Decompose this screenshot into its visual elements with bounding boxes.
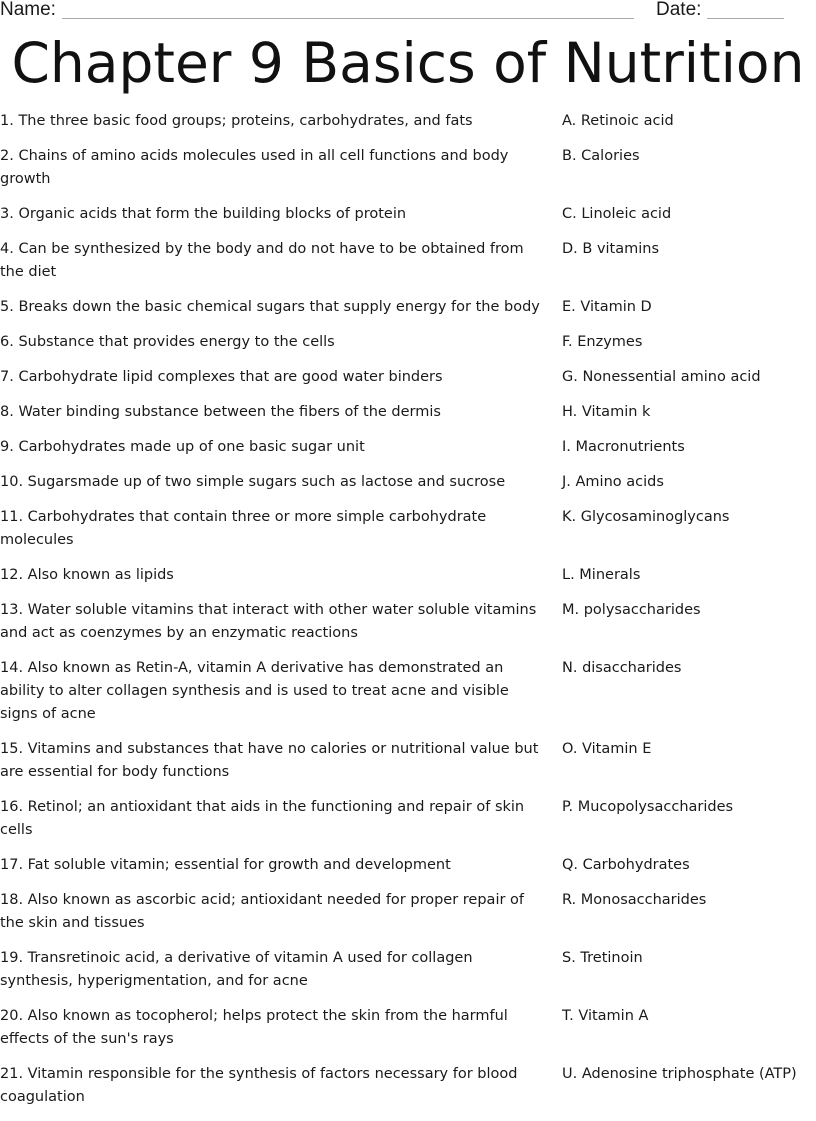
matching-row <box>0 110 816 133</box>
matching-row <box>0 738 816 784</box>
matching-list <box>0 110 816 1121</box>
answer-option: L. Minerals <box>562 567 641 583</box>
question-text: 17. Fat soluble vitamin; essential for growth and development <box>0 857 451 873</box>
matching-row <box>0 599 816 645</box>
answer-option: E. Vitamin D <box>562 299 652 315</box>
matching-row <box>0 564 816 587</box>
question-text: 20. Also known as tocopherol; helps protect the skin from the harmful effects of the sun's rays <box>0 1008 508 1047</box>
question-text: 9. Carbohydrates made up of one basic sugar unit <box>0 439 365 455</box>
answer-option: D. B vitamins <box>562 241 660 257</box>
matching-row <box>0 203 816 226</box>
matching-row <box>0 657 816 726</box>
name-label: Name: <box>0 0 56 20</box>
answer-option: N. disaccharides <box>562 660 682 676</box>
answer-option: B. Calories <box>562 148 640 164</box>
matching-row <box>0 889 816 935</box>
matching-row <box>0 401 816 424</box>
question-text: 21. Vitamin responsible for the synthesis of factors necessary for blood coagulation <box>0 1066 518 1105</box>
answer-option: Q. Carbohydrates <box>562 857 690 873</box>
page-title: Chapter 9 Basics of Nutrition <box>11 31 805 95</box>
matching-row <box>0 796 816 842</box>
matching-row <box>0 1005 816 1051</box>
question-text: 14. Also known as Retin-A, vitamin A derivative has demonstrated an ability to alter collagen synthesis and is used to treat acne and visible signs of acne <box>0 660 509 722</box>
answer-option: R. Monosaccharides <box>562 892 707 908</box>
question-text: 3. Organic acids that form the building blocks of protein <box>0 206 407 222</box>
question-text: 13. Water soluble vitamins that interact with other water soluble vitamins and act as coenzymes by an enzymatic reactions <box>0 602 537 641</box>
question-text: 16. Retinol; an antioxidant that aids in the functioning and repair of skin cells <box>0 799 525 838</box>
answer-option: T. Vitamin A <box>562 1008 649 1024</box>
answer-option: P. Mucopolysaccharides <box>562 799 734 815</box>
question-text: 19. Transretinoic acid, a derivative of vitamin A used for collagen synthesis, hyperigmentation, and for acne <box>0 950 473 989</box>
matching-row <box>0 854 816 877</box>
answer-option: I. Macronutrients <box>562 439 685 455</box>
answer-option: H. Vitamin k <box>562 404 651 420</box>
question-text: 2. Chains of amino acids molecules used in all cell functions and body growth <box>0 148 509 187</box>
matching-row <box>0 1063 816 1109</box>
matching-row <box>0 296 816 319</box>
matching-row <box>0 471 816 494</box>
answer-option: U. Adenosine triphosphate (ATP) <box>562 1066 797 1082</box>
answer-option: C. Linoleic acid <box>562 206 672 222</box>
matching-row <box>0 366 816 389</box>
answer-option: M. polysaccharides <box>562 602 701 618</box>
question-text: 4. Can be synthesized by the body and do not have to be obtained from the diet <box>0 241 524 280</box>
matching-row <box>0 145 816 191</box>
answer-option: J. Amino acids <box>562 474 664 490</box>
question-text: 6. Substance that provides energy to the cells <box>0 334 335 350</box>
matching-row <box>0 238 816 284</box>
question-text: 8. Water binding substance between the fibers of the dermis <box>0 404 441 420</box>
question-text: 7. Carbohydrate lipid complexes that are good water binders <box>0 369 443 385</box>
question-text: 1. The three basic food groups; proteins, carbohydrates, and fats <box>0 113 473 129</box>
matching-row <box>0 506 816 552</box>
question-text: 18. Also known as ascorbic acid; antioxidant needed for proper repair of the skin and tissues <box>0 892 525 931</box>
answer-option: A. Retinoic acid <box>562 113 674 129</box>
answer-option: F. Enzymes <box>562 334 643 350</box>
question-text: 11. Carbohydrates that contain three or more simple carbohydrate molecules <box>0 509 487 548</box>
answer-option: S. Tretinoin <box>562 950 643 966</box>
answer-option: K. Glycosaminoglycans <box>562 509 730 525</box>
name-blank-line[interactable] <box>62 18 634 19</box>
matching-row <box>0 436 816 459</box>
question-text: 10. Sugarsmade up of two simple sugars such as lactose and sucrose <box>0 474 506 490</box>
answer-option: G. Nonessential amino acid <box>562 369 761 385</box>
date-label: Date: <box>656 0 702 20</box>
date-blank-line[interactable] <box>707 18 784 19</box>
question-text: 5. Breaks down the basic chemical sugars that supply energy for the body <box>0 299 540 315</box>
question-text: 12. Also known as lipids <box>0 567 174 583</box>
matching-row <box>0 947 816 993</box>
header-line <box>0 0 816 24</box>
question-text: 15. Vitamins and substances that have no calories or nutritional value but are essential for body functions <box>0 741 539 780</box>
answer-option: O. Vitamin E <box>562 741 652 757</box>
matching-row <box>0 331 816 354</box>
